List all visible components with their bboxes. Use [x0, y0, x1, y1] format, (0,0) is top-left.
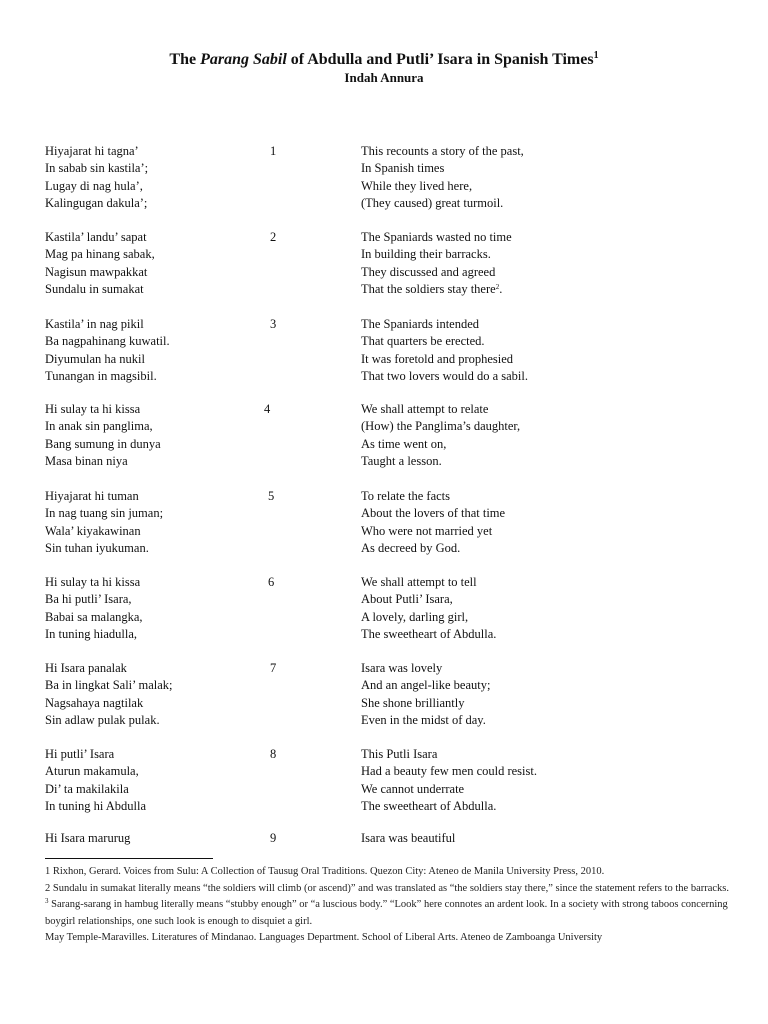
- tausug-line: Hiyajarat hi tuman: [45, 489, 139, 503]
- tausug-line: Sin adlaw pulak pulak.: [45, 713, 160, 728]
- english-line: This recounts a story of the past,: [361, 144, 524, 158]
- english-line: As decreed by God.: [361, 541, 461, 556]
- english-translation: [361, 316, 731, 386]
- tausug-line: Kalingugan dakula’;: [45, 196, 148, 211]
- tausug-line: Di’ ta makilakila: [45, 781, 129, 796]
- tausug-line: Nagisun mawpakkat: [45, 264, 148, 279]
- english-translation: [361, 574, 731, 644]
- english-line: In Spanish times: [361, 161, 445, 176]
- english-line: To relate the facts: [361, 489, 451, 503]
- tausug-line: Hiyajarat hi tagna’: [45, 144, 139, 158]
- english-translation: [361, 660, 731, 730]
- tausug-line: Hi Isara marurug: [45, 831, 131, 845]
- english-translation: [361, 143, 731, 213]
- tausug-line: Sundalu in sumakat: [45, 282, 144, 297]
- tausug-line: Diyumulan ha nukil: [45, 351, 145, 366]
- stanza-number: 4: [264, 402, 271, 416]
- tausug-verse: [45, 143, 265, 213]
- english-line: (They caused) great turmoil.: [361, 196, 504, 211]
- tausug-line: Tunangan in magsibil.: [45, 369, 157, 384]
- footnote-3-text: Sarang-sarang in hambug literally means “stubby enough” or “a luscious body.” “Look” here connotes an ardent look. In a society with strong taboos concerning boygirl relationships, one such look is enough to disquiet a girl.: [45, 899, 728, 927]
- title-footnote-mark: 1: [593, 50, 599, 61]
- tausug-verse: [45, 401, 265, 471]
- title-prefix: The: [169, 51, 201, 68]
- tausug-verse: [45, 746, 265, 816]
- english-line-tail: .: [499, 282, 503, 297]
- english-line: About the lovers of that time: [361, 506, 506, 521]
- english-line: As time went on,: [361, 436, 447, 451]
- tausug-verse: [45, 229, 265, 299]
- author: Indah Annura: [344, 70, 424, 85]
- english-line: This Putli Isara: [361, 747, 438, 761]
- english-line: The sweetheart of Abdulla.: [361, 799, 497, 814]
- tausug-line: Babai sa malangka,: [45, 609, 143, 624]
- tausug-line: Hi sulay ta hi kissa: [45, 575, 141, 589]
- tausug-line: Lugay di nag hula’,: [45, 178, 143, 193]
- tausug-verse: [45, 574, 265, 644]
- footnote-3-mark: 3: [45, 897, 49, 905]
- english-line: A lovely, darling girl,: [361, 609, 469, 624]
- tausug-verse: [45, 488, 265, 558]
- tausug-line: Kastila’ in nag pikil: [45, 317, 144, 331]
- tausug-line: Mag pa hinang sabak,: [45, 247, 155, 262]
- english-line: She shone brilliantly: [361, 695, 465, 710]
- english-line: Who were not married yet: [361, 523, 493, 538]
- tausug-line: Hi putli’ Isara: [45, 747, 115, 761]
- tausug-verse: [45, 660, 265, 730]
- english-line: About Putli’ Isara,: [361, 592, 453, 607]
- footnote-credit: May Temple-Maravilles. Literatures of Mindanao. Languages Department. School of Liberal Arts. Ateneo de Zamboanga University: [45, 932, 603, 943]
- english-line: While they lived here,: [361, 178, 473, 193]
- english-line: It was foretold and prophesied: [361, 351, 514, 366]
- stanza-number: 2: [270, 230, 277, 244]
- english-line: The Spaniards wasted no time: [361, 230, 512, 244]
- tausug-line: Ba hi putli’ Isara,: [45, 592, 132, 607]
- tausug-line: Ba nagpahinang kuwatil.: [45, 334, 170, 349]
- tausug-line: In tuning hiadulla,: [45, 627, 137, 642]
- stanza-number: 6: [268, 575, 275, 589]
- stanza-number: 3: [270, 317, 277, 331]
- tausug-line: In sabab sin kastila’;: [45, 161, 149, 176]
- english-line: And an angel-like beauty;: [361, 678, 491, 693]
- footnote-divider: [45, 858, 213, 859]
- title-block: [0, 50, 768, 86]
- stanza-number: 5: [268, 489, 275, 503]
- tausug-line: Kastila’ landu’ sapat: [45, 230, 147, 244]
- tausug-line: Masa binan niya: [45, 454, 128, 469]
- tausug-line: Bang sumung in dunya: [45, 436, 161, 451]
- tausug-line: In anak sin panglima,: [45, 419, 153, 434]
- english-line: The Spaniards intended: [361, 317, 480, 331]
- stanza-number: 1: [270, 144, 277, 158]
- english-line: Even in the midst of day.: [361, 713, 486, 728]
- tausug-line: Hi sulay ta hi kissa: [45, 402, 141, 416]
- english-translation: [361, 488, 731, 558]
- title-italic: Parang Sabil: [200, 51, 287, 68]
- english-translation: [361, 746, 731, 816]
- english-line-text: That the soldiers stay there: [361, 282, 496, 297]
- english-line: Isara was beautiful: [361, 831, 456, 845]
- english-line: They discussed and agreed: [361, 264, 496, 279]
- english-line: Isara was lovely: [361, 661, 443, 675]
- english-line: [361, 281, 731, 298]
- tausug-line: Hi Isara panalak: [45, 661, 127, 675]
- tausug-line: Nagsahaya nagtilak: [45, 695, 144, 710]
- stanza-number: 8: [270, 747, 277, 761]
- stanza-number: 9: [270, 831, 277, 845]
- tausug-verse: [45, 830, 265, 847]
- english-line: Taught a lesson.: [361, 454, 442, 469]
- english-line: We cannot underrate: [361, 781, 465, 796]
- english-line: That quarters be erected.: [361, 334, 485, 349]
- tausug-line: Aturun makamula,: [45, 764, 139, 779]
- tausug-verse: [45, 316, 265, 386]
- footnote-2-text: 2 Sundalu in sumakat literally means “the soldiers will climb (or ascend)” and was translated as “the soldiers stay there,” since the statement refers to the barracks.: [45, 882, 730, 894]
- stanza-number: 7: [270, 661, 277, 675]
- english-translation: [361, 401, 731, 471]
- english-translation: [361, 830, 731, 847]
- tausug-line: In nag tuang sin juman;: [45, 506, 164, 521]
- english-line: That two lovers would do a sabil.: [361, 369, 528, 384]
- title-suffix: of Abdulla and Putli’ Isara in Spanish Times: [286, 51, 594, 68]
- english-translation: [361, 229, 731, 299]
- footnote-2: [45, 881, 735, 931]
- tausug-line: In tuning hi Abdulla: [45, 799, 147, 814]
- footnote-1: 1 Rixhon, Gerard. Voices from Sulu: A Collection of Tausug Oral Traditions. Quezon City: Ateneo de Manila University Press, 2010.: [45, 866, 605, 877]
- footnote-mark: 2: [495, 283, 500, 292]
- page-title: [0, 50, 768, 70]
- english-line: The sweetheart of Abdulla.: [361, 627, 497, 642]
- english-line: In building their barracks.: [361, 247, 491, 262]
- english-line: Had a beauty few men could resist.: [361, 764, 537, 779]
- english-line: We shall attempt to tell: [361, 575, 477, 589]
- tausug-line: Sin tuhan iyukuman.: [45, 541, 149, 556]
- tausug-line: Ba in lingkat Sali’ malak;: [45, 678, 173, 693]
- footnotes: [45, 864, 735, 947]
- english-line: We shall attempt to relate: [361, 402, 489, 416]
- english-line: (How) the Panglima’s daughter,: [361, 419, 521, 434]
- tausug-line: Wala’ kiyakawinan: [45, 523, 141, 538]
